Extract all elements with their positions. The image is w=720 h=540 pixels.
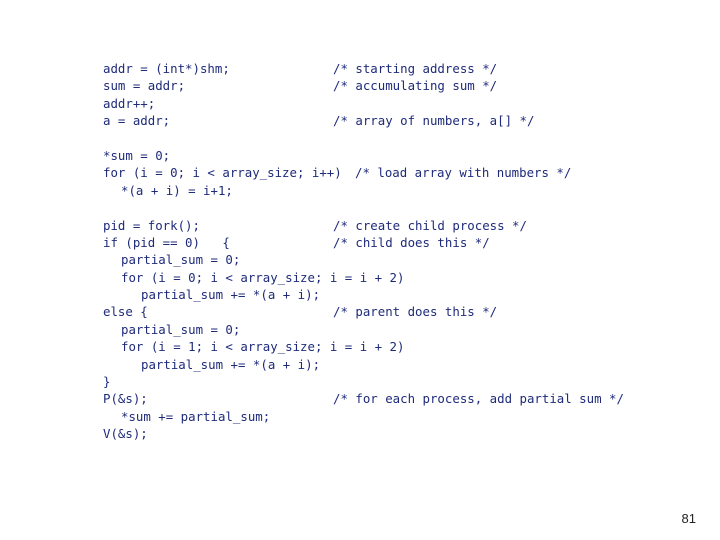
code-line [103, 303, 703, 320]
code-line [103, 95, 703, 112]
code-text: partial_sum = 0; [121, 321, 241, 337]
code-line [103, 251, 703, 268]
code-text: addr++; [103, 95, 156, 111]
code-line [103, 321, 703, 338]
blank-line [103, 199, 703, 216]
code-comment: /* parent does this */ [333, 304, 498, 320]
code-text: P(&s); [103, 391, 148, 407]
code-line [103, 164, 703, 181]
code-text: sum = addr; [103, 78, 186, 94]
code-text: partial_sum += *(a + i); [141, 356, 321, 372]
code-text: for (i = 0; i < array_size; i = i + 2) [121, 269, 405, 285]
code-line [103, 373, 703, 390]
code-line [103, 77, 703, 94]
code-comment: /* create child process */ [333, 217, 527, 233]
code-comment: /* accumulating sum */ [333, 78, 498, 94]
code-line [103, 217, 703, 234]
page-number: 81 [681, 511, 696, 526]
code-comment: /* array of numbers, a[] */ [333, 113, 535, 129]
code-text: } [103, 374, 111, 390]
blank-line [103, 130, 703, 147]
code-text: if (pid == 0) { [103, 234, 230, 250]
code-text: else { [103, 304, 148, 320]
code-line [103, 182, 703, 199]
code-line [103, 356, 703, 373]
code-text: a = addr; [103, 113, 171, 129]
code-text: partial_sum += *(a + i); [141, 287, 321, 303]
code-text: *(a + i) = i+1; [121, 182, 233, 198]
code-line [103, 286, 703, 303]
code-line [103, 390, 703, 407]
code-line [103, 234, 703, 251]
code-comment: /* starting address */ [333, 61, 498, 76]
code-line [103, 338, 703, 355]
code-line [103, 425, 703, 442]
code-text: V(&s); [103, 426, 148, 442]
code-listing [103, 60, 703, 443]
code-line [103, 147, 703, 164]
code-text: *sum += partial_sum; [121, 408, 271, 424]
code-text: addr = (int*)shm; [103, 61, 230, 76]
code-text: partial_sum = 0; [121, 252, 241, 268]
code-line [103, 269, 703, 286]
code-text: for (i = 0; i < array_size; i++) [103, 165, 342, 181]
code-line [103, 60, 703, 77]
code-line [103, 408, 703, 425]
code-comment: /* child does this */ [333, 234, 490, 250]
code-line [103, 112, 703, 129]
code-text: *sum = 0; [103, 147, 171, 163]
code-comment: /* for each process, add partial sum */ [333, 391, 624, 407]
code-comment: /* load array with numbers */ [355, 165, 572, 181]
code-text: for (i = 1; i < array_size; i = i + 2) [121, 339, 405, 355]
code-text: pid = fork(); [103, 217, 200, 233]
